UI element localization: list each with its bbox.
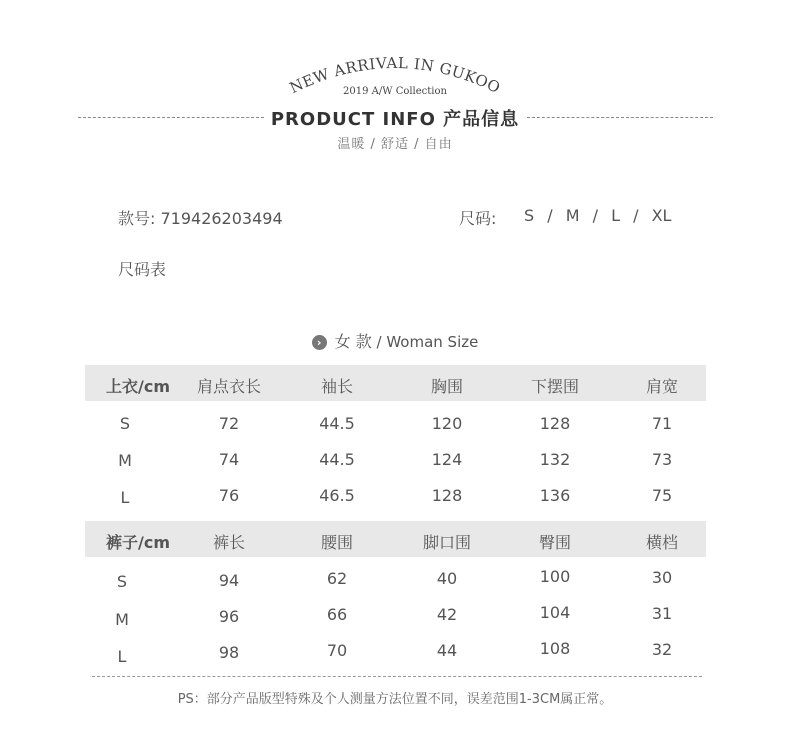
collection-label: 2019 A/W Collection — [343, 86, 447, 97]
table-cell: L — [120, 488, 130, 507]
arc-heading — [270, 48, 520, 108]
table-cell: M — [118, 451, 132, 470]
style-number: 款号: 719426203494 — [118, 209, 283, 228]
table-cell: 40 — [436, 569, 458, 588]
table-cell: 128 — [431, 486, 463, 505]
table-header-cell: 脚口围 — [422, 533, 471, 552]
table-cell: 32 — [651, 640, 673, 659]
table-cell: 120 — [431, 414, 463, 433]
table-cell: 72 — [218, 414, 240, 433]
table-cell: 108 — [539, 639, 571, 658]
page-title: PRODUCT INFO 产品信息 — [270, 109, 520, 130]
table-cell: 30 — [651, 568, 673, 587]
arc-title: NEW ARRIVAL IN GUKOO — [286, 53, 504, 98]
table-header-cell: 袖长 — [320, 377, 353, 396]
table-cell: 94 — [218, 571, 240, 590]
table-header-cell: 臀围 — [538, 533, 571, 552]
table-cell: S — [116, 572, 128, 591]
table-cell: 124 — [431, 450, 463, 469]
section-heading — [0, 329, 790, 352]
table-cell: 132 — [539, 450, 571, 469]
table-header-cell: 腰围 — [320, 533, 353, 552]
table-cell: 44.5 — [319, 450, 355, 469]
table-cell: 46.5 — [319, 486, 355, 505]
table-cell: 44 — [436, 641, 458, 660]
table-cell: 104 — [539, 603, 571, 622]
table-cell: M — [115, 610, 129, 629]
table-cell: 136 — [539, 486, 571, 505]
table-cell: L — [117, 647, 127, 666]
table-cell: 62 — [326, 569, 348, 588]
size-options: S / M / L / XL — [524, 206, 672, 225]
table-cell: 75 — [651, 486, 673, 505]
table-cell: 96 — [218, 607, 240, 626]
table-header-cell: 裤子/cm — [105, 533, 170, 552]
page-subtitle: 温暖 / 舒适 / 自由 — [337, 137, 453, 152]
chevron-right-icon: › — [312, 335, 327, 350]
table-cell: 128 — [539, 414, 571, 433]
footer-divider — [92, 676, 702, 677]
size-label: 尺码: — [459, 209, 497, 228]
table-cell: 74 — [218, 450, 240, 469]
table-cell: 73 — [651, 450, 673, 469]
table-header-cell: 横档 — [645, 533, 678, 552]
table-cell: 98 — [218, 643, 240, 662]
table-cell: 71 — [651, 414, 673, 433]
table-header-cell: 上衣/cm — [105, 377, 170, 396]
section-title-en: / Woman Size — [371, 333, 479, 351]
table-header-cell: 肩宽 — [645, 377, 678, 396]
footnote: PS：部分产品版型特殊及个人测量方法位置不同，误差范围1-3CM属正常。 — [177, 692, 613, 707]
table-cell: 44.5 — [319, 414, 355, 433]
table-cell: S — [119, 414, 131, 433]
table-cell: 66 — [326, 605, 348, 624]
table-cell: 76 — [218, 486, 240, 505]
table-cell: 100 — [539, 567, 571, 586]
size-chart-label: 尺码表 — [118, 260, 167, 279]
table-cell: 70 — [326, 641, 348, 660]
table-header-cell: 肩点衣长 — [196, 377, 261, 396]
table-cell: 31 — [651, 604, 673, 623]
section-title-cn: 女 款 — [334, 332, 372, 351]
table-header-cell: 下摆围 — [530, 377, 579, 396]
table-header-cell: 裤长 — [212, 533, 245, 552]
table-cell: 42 — [436, 605, 458, 624]
table-header-cell: 胸围 — [430, 377, 463, 396]
